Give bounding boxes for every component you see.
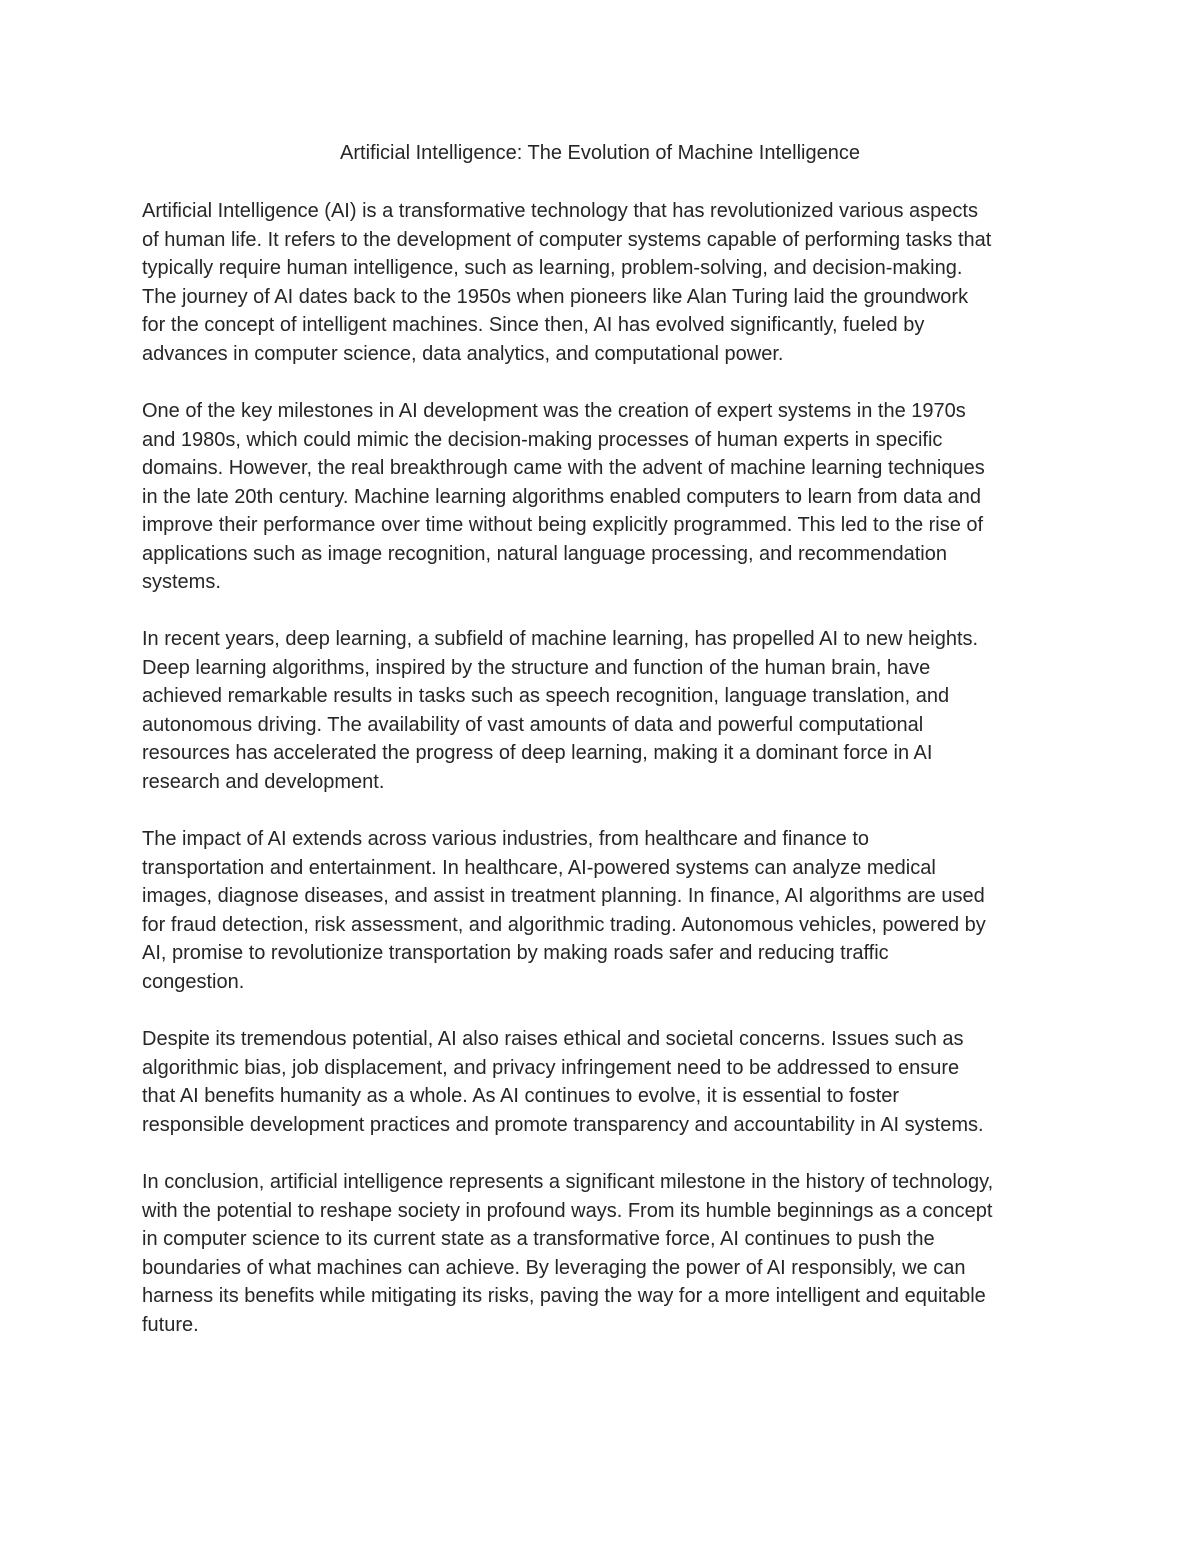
paragraph-line: and 1980s, which could mimic the decision-making processes of human experts in specific (142, 428, 943, 451)
paragraph-line: boundaries of what machines can achieve. By leveraging the power of AI responsibly, we can (142, 1256, 966, 1279)
document-title: Artificial Intelligence: The Evolution of Machine Intelligence (340, 142, 860, 164)
paragraph-line: improve their performance over time without being explicitly programmed. This led to the rise of (142, 514, 984, 536)
paragraph-line: Deep learning algorithms, inspired by the structure and function of the human brain, have (142, 656, 931, 679)
paragraph-line: In conclusion, artificial intelligence represents a significant milestone in the history of technology, (142, 1171, 994, 1193)
paragraph-line: for the concept of intelligent machines. Since then, AI has evolved significantly, fueled by (142, 314, 925, 336)
paragraph-line: images, diagnose diseases, and assist in treatment planning. In finance, AI algorithms are used (142, 885, 985, 907)
paragraph-line: In recent years, deep learning, a subfield of machine learning, has propelled AI to new heights. (142, 628, 979, 650)
paragraph-line: Despite its tremendous potential, AI also raises ethical and societal concerns. Issues such as (142, 1028, 964, 1050)
paragraph-line: future. (142, 1313, 199, 1336)
paragraph-line: research and development. (142, 770, 385, 793)
paragraph-line: for fraud detection, risk assessment, and algorithmic trading. Autonomous vehicles, powered by (142, 913, 986, 936)
paragraph-line: responsible development practices and promote transparency and accountability in AI systems. (142, 1113, 984, 1136)
paragraph-line: AI, promise to revolutionize transportation by making roads safer and reducing traffic (142, 942, 889, 964)
paragraph-line: The journey of AI dates back to the 1950s when pioneers like Alan Turing laid the groundwork (142, 285, 969, 308)
paragraph-line: that AI benefits humanity as a whole. As AI continues to evolve, it is essential to foster (142, 1085, 900, 1107)
paragraph-line: congestion. (142, 970, 245, 993)
paragraph-line: advances in computer science, data analytics, and computational power. (142, 342, 784, 365)
paragraph-line: in the late 20th century. Machine learning algorithms enabled computers to learn from data and (142, 485, 982, 508)
paragraph-line: algorithmic bias, job displacement, and privacy infringement need to be addressed to ensure (142, 1056, 960, 1079)
paragraph-line: autonomous driving. The availability of vast amounts of data and powerful computational (142, 713, 924, 736)
paragraph-line: systems. (142, 571, 221, 593)
paragraph-line: The impact of AI extends across various industries, from healthcare and finance to (142, 828, 870, 850)
paragraph-line: resources has accelerated the progress of deep learning, making it a dominant force in AI (142, 742, 933, 764)
paragraph-ethics (142, 1025, 1062, 1139)
paragraph-conclusion (142, 1168, 1062, 1339)
paragraph-impact (142, 825, 1062, 996)
paragraph-line: typically require human intelligence, such as learning, problem-solving, and decision-making. (142, 257, 963, 279)
paragraph-line: transportation and entertainment. In healthcare, AI-powered systems can analyze medical (142, 856, 936, 879)
paragraph-intro (142, 197, 1062, 368)
paragraph-line: with the potential to reshape society in profound ways. From its humble beginnings as a concept (142, 1199, 993, 1222)
paragraph-milestones (142, 397, 1062, 597)
paragraph-line: harness its benefits while mitigating its risks, paving the way for a more intelligent and equitable (142, 1285, 986, 1307)
paragraph-line: in computer science to its current state as a transformative force, AI continues to push the (142, 1228, 935, 1250)
paragraph-line: of human life. It refers to the development of computer systems capable of performing tasks that (142, 228, 992, 251)
paragraph-line: One of the key milestones in AI development was the creation of expert systems in the 1970s (142, 400, 966, 422)
paragraph-line: applications such as image recognition, natural language processing, and recommendation (142, 542, 947, 565)
paragraph-deep-learning (142, 625, 1062, 796)
paragraph-line: achieved remarkable results in tasks such as speech recognition, language translation, and (142, 685, 950, 707)
paragraph-line: Artificial Intelligence (AI) is a transformative technology that has revolutionized various aspects (142, 200, 978, 222)
paragraph-line: domains. However, the real breakthrough came with the advent of machine learning techniques (142, 457, 985, 479)
